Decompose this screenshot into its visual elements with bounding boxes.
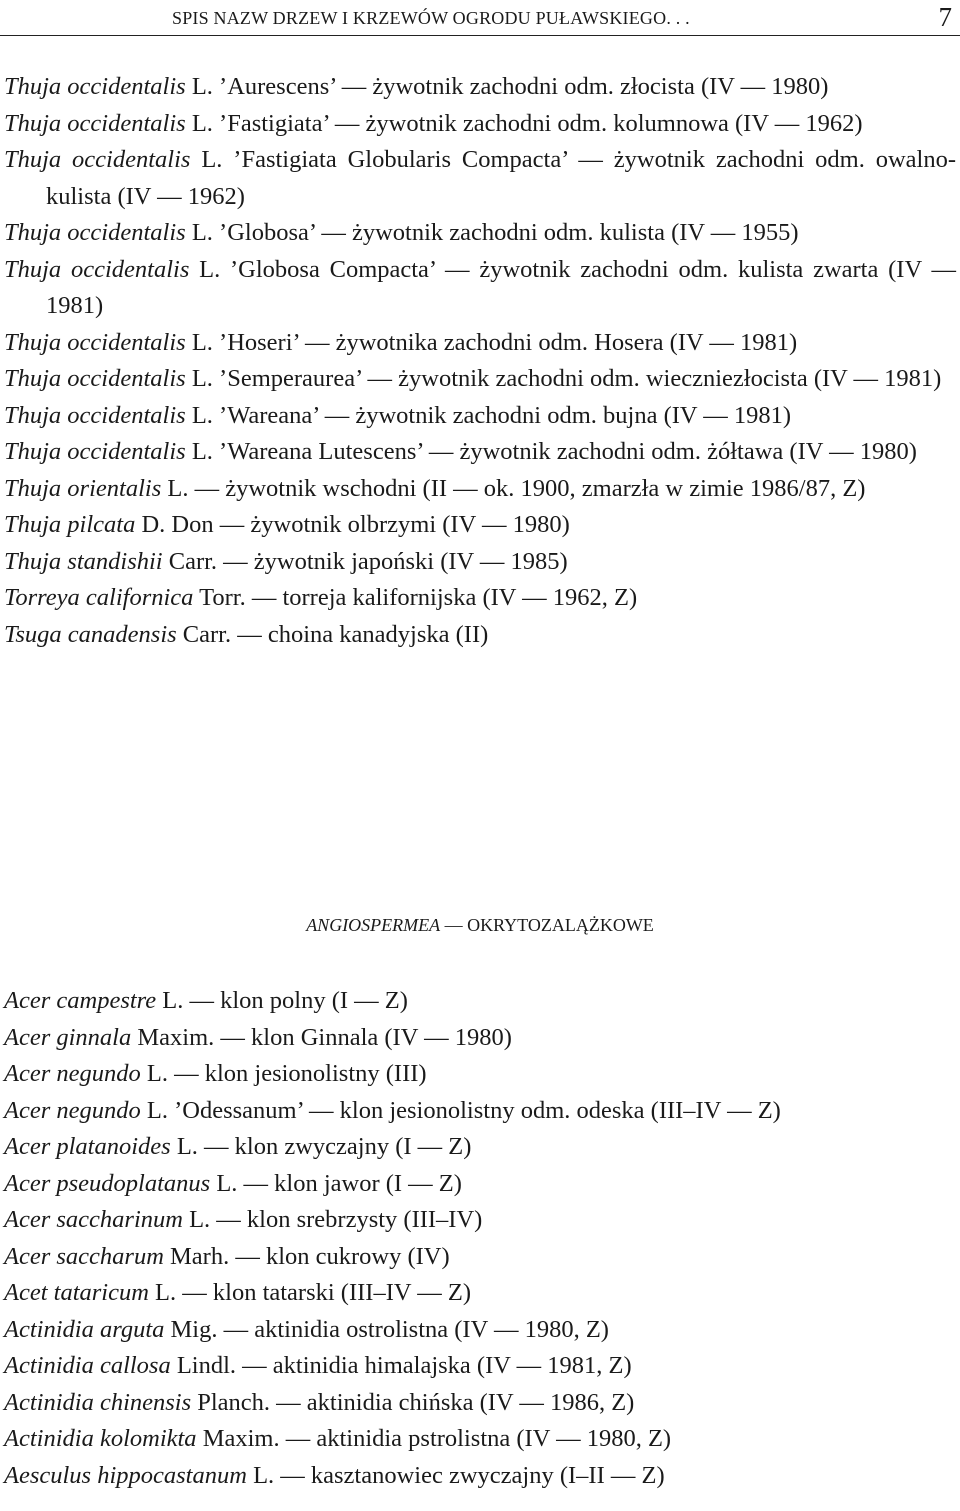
species-entry [4,434,956,471]
species-entry [4,1093,956,1130]
entry-description: Carr. — żywotnik japoński (IV — 1985) [162,547,568,575]
latin-name: Tsuga canadensis [4,620,177,648]
entry-description: L. — klon zwyczajny (I — Z) [170,1133,472,1160]
entry-description: L. — klon jesionolistny (III) [140,1060,427,1087]
latin-name: Acer platanoides [4,1133,171,1160]
species-entry [4,580,956,617]
section-heading-polish: — OKRYTOZALĄŻKOWE [440,915,654,935]
species-entry [4,106,956,143]
species-entry [4,1421,956,1458]
latin-name: Acet tataricum [4,1279,149,1306]
section-heading [0,915,960,936]
entry-description: L. ’Fastigiata Globularis Compacta’ — żywotnik zachodni odm. owalno-kulista (IV — 1962) [46,146,956,210]
latin-name: Thuja occidentalis [4,219,186,246]
entry-description: L. — kasztanowiec zwyczajny (I–II — Z) [246,1461,665,1489]
species-entry [4,361,956,398]
entry-description: L. ’Semperaurea’ — żywotnik zachodni odm. wieczniezłocista (IV — 1981) [185,365,942,392]
species-entry [4,1385,956,1422]
entry-description: L. — klon jawor (I — Z) [210,1169,462,1197]
latin-name: Torreya californica [4,584,194,611]
species-entry [4,1056,956,1093]
latin-name: Acer saccharinum [4,1206,183,1233]
latin-name: Thuja occidentalis [4,401,186,429]
page-number: 7 [938,2,952,32]
page-header [0,0,960,36]
species-entry [4,544,956,581]
latin-name: Thuja occidentalis [4,328,186,356]
species-entry [4,69,956,106]
latin-name: Actinidia chinensis [4,1388,192,1416]
species-entry [4,507,956,544]
entry-description: L. ’Wareana Lutescens’ — żywotnik zachodni odm. żółtawa (IV — 1980) [185,438,917,465]
species-entry [4,398,956,435]
latin-name: Acer negundo [4,1096,141,1124]
species-entry [4,1312,956,1349]
latin-name: Actinidia callosa [4,1352,171,1379]
latin-name: Thuja occidentalis [4,109,186,137]
species-entry [4,1275,956,1312]
latin-name: Thuja occidentalis [4,365,186,392]
latin-name: Thuja occidentalis [4,438,186,465]
entry-description: D. Don — żywotnik olbrzymi (IV — 1980) [135,511,570,538]
entry-description: Maxim. — klon Ginnala (IV — 1980) [131,1023,512,1051]
entry-description: L. ’Odessanum’ — klon jesionolistny odm. odeska (III–IV — Z) [140,1096,781,1124]
latin-name: Acer campestre [4,987,157,1014]
entry-description: L. ’Wareana’ — żywotnik zachodni odm. bujna (IV — 1981) [185,401,792,429]
entry-description: L. ’Aurescens’ — żywotnik zachodni odm. złocista (IV — 1980) [185,73,829,100]
latin-name: Acer ginnala [4,1023,132,1051]
latin-name: Actinidia kolomikta [4,1425,197,1452]
species-entry [4,1458,956,1495]
species-entry [4,1239,956,1276]
latin-name: Acer pseudoplatanus [4,1169,211,1197]
latin-name: Thuja standishii [4,547,163,575]
entry-description: L. — klon srebrzysty (III–IV) [182,1206,483,1233]
entry-description: L. ’Globosa Compacta’ — żywotnik zachodni odm. kulista zwarta (IV — 1981) [46,255,956,319]
entry-description: L. — klon tatarski (III–IV — Z) [148,1279,471,1306]
species-list-angiosperms [4,983,956,1494]
species-entry [4,1348,956,1385]
latin-name: Thuja occidentalis [4,73,186,100]
species-entry [4,252,956,325]
entry-description: L. ’Globosa’ — żywotnik zachodni odm. kulista (IV — 1955) [185,219,799,246]
entry-description: Carr. — choina kanadyjska (II) [176,620,489,648]
latin-name: Thuja occidentalis [4,255,190,283]
species-entry [4,215,956,252]
entry-description: Planch. — aktinidia chińska (IV — 1986, Z) [191,1388,635,1416]
latin-name: Thuja orientalis [4,474,162,502]
entry-description: L. — żywotnik wschodni (II — ok. 1900, zmarzła w zimie 1986/87, Z) [161,474,866,502]
entry-description: Marh. — klon cukrowy (IV) [163,1242,450,1270]
species-entry [4,1020,956,1057]
latin-name: Aesculus hippocastanum [4,1461,247,1489]
species-entry [4,142,956,215]
entry-description: Lindl. — aktinidia himalajska (IV — 1981, Z) [170,1352,632,1379]
entry-description: L. — klon polny (I — Z) [156,987,408,1014]
latin-name: Thuja occidentalis [4,146,191,173]
latin-name: Acer negundo [4,1060,141,1087]
species-entry [4,1129,956,1166]
species-entry [4,325,956,362]
species-entry [4,1202,956,1239]
latin-name: Thuja pilcata [4,511,136,538]
species-entry [4,1166,956,1203]
species-entry [4,617,956,654]
entry-description: Mig. — aktinidia ostrolistna (IV — 1980, Z) [164,1315,609,1343]
latin-name: Acer saccharum [4,1242,164,1270]
running-head: SPIS NAZW DRZEW I KRZEWÓW OGRODU PUŁAWSKIEGO. . . [172,8,690,28]
species-list-gymnosperms [4,69,956,653]
species-entry [4,983,956,1020]
entry-description: Torr. — torreja kalifornijska (IV — 1962, Z) [193,584,638,611]
entry-description: Maxim. — aktinidia pstrolistna (IV — 1980, Z) [196,1425,672,1452]
entry-description: L. ’Fastigiata’ — żywotnik zachodni odm. kolumnowa (IV — 1962) [185,109,863,137]
latin-name: Actinidia arguta [4,1315,165,1343]
section-heading-latin: ANGIOSPERMEA [306,915,441,935]
species-entry [4,471,956,508]
entry-description: L. ’Hoseri’ — żywotnika zachodni odm. Hosera (IV — 1981) [185,328,798,356]
